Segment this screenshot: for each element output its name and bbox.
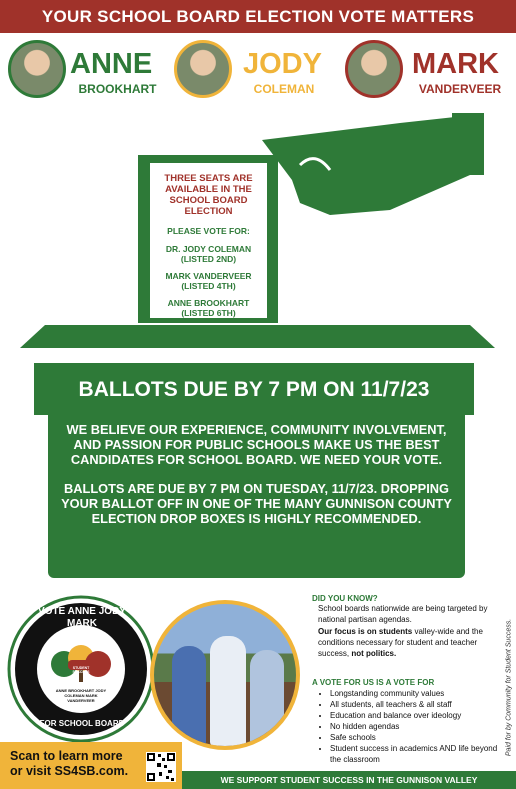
vote-for-list — [318, 688, 506, 765]
logo-center-text: STUDENT SUCCESS — [72, 666, 90, 674]
logo-arc-label: VOTE ANNE JODY MARK — [38, 606, 126, 629]
not-politics-text: not politics. — [351, 649, 397, 658]
seats-text: THREE SEATS ARE AVAILABLE IN THE SCHOOL BOARD ELECTION — [164, 173, 253, 217]
logo-arc-text — [30, 606, 134, 630]
did-you-know-title: DID YOU KNOW? — [312, 594, 378, 603]
focus-rest: valley-wide and the conditions necessary for student and teacher success, — [318, 627, 483, 658]
message-paragraph-1: WE BELIEVE OUR EXPERIENCE, COMMUNITY INVOLVEMENT, AND PASSION FOR PUBLIC SCHOOLS MAKE US THE BEST CANDIDATES FOR SCHOOL BOARD. WE NEED YOUR VOTE. — [66, 422, 447, 467]
vote-item: MARK VANDERVEER (LISTED 4TH) — [165, 271, 252, 291]
qr-code[interactable] — [146, 752, 176, 782]
jody-photo — [174, 40, 232, 98]
group-photo — [150, 600, 300, 750]
logo-names: ANNE BROOKHART JODY COLEMAN MARK VANDERVEER — [55, 688, 107, 703]
vote-for-item: • No hidden agendas — [330, 721, 506, 732]
scan-line-2[interactable]: or visit SS4SB.com. — [10, 764, 129, 778]
focus-text: Our focus is on students — [318, 627, 413, 636]
anne-photo — [8, 40, 66, 98]
vote-for-item: • All students, all teachers & all staff — [330, 699, 506, 710]
scan-line-1: Scan to learn more — [10, 749, 123, 763]
ballot-paper — [150, 163, 267, 318]
mark-first-name: MARK — [412, 48, 499, 80]
please-vote-text: PLEASE VOTE FOR: — [167, 226, 250, 236]
person-right — [250, 650, 284, 746]
did-you-know-p2 — [318, 626, 506, 659]
anne-first-name: ANNE — [70, 48, 153, 80]
vote-for-item: • Education and balance over ideology — [330, 710, 506, 721]
anne-last-name: BROOKHART — [78, 82, 157, 96]
mark-photo — [345, 40, 403, 98]
mark-last-name: VANDERVEER — [418, 82, 502, 96]
footer-banner: WE SUPPORT STUDENT SUCCESS IN THE GUNNISON VALLEY — [182, 771, 516, 789]
message-paragraph-2: BALLOTS ARE DUE BY 7 PM ON TUESDAY, 11/7/23. DROPPING YOUR BALLOT OFF IN ONE OF THE MANY GUNNISON COUNTY ELECTION DROP BOXES IS HIGHLY RECOMMENDED. — [61, 481, 452, 526]
vote-for-item: • Student success in academics AND life beyond the classroom — [330, 743, 506, 765]
jody-first-name: JODY — [243, 48, 322, 80]
person-left — [172, 646, 206, 746]
top-banner: YOUR SCHOOL BOARD ELECTION VOTE MATTERS — [0, 0, 516, 33]
vote-item: DR. JODY COLEMAN (LISTED 2ND) — [165, 244, 252, 264]
ballots-due-heading: BALLOTS DUE BY 7 PM ON 11/7/23 — [78, 378, 430, 401]
jody-last-name: COLEMAN — [253, 82, 315, 96]
vote-for-title: A VOTE FOR US IS A VOTE FOR — [312, 678, 435, 687]
vote-item: ANNE BROOKHART (LISTED 6TH) — [167, 298, 250, 318]
did-you-know-p1: School boards nationwide are being targeted by national partisan agendas. — [318, 604, 488, 624]
vote-for-item: • Longstanding community values — [330, 688, 506, 699]
person-middle — [210, 636, 246, 746]
paid-for-notice: Paid for by Community for Student Success. — [505, 618, 513, 757]
logo-bottom-text: FOR SCHOOL BOARD — [39, 719, 125, 728]
did-you-know-body — [318, 603, 506, 659]
vote-for-item: • Safe schools — [330, 732, 506, 743]
message-box — [48, 410, 465, 578]
